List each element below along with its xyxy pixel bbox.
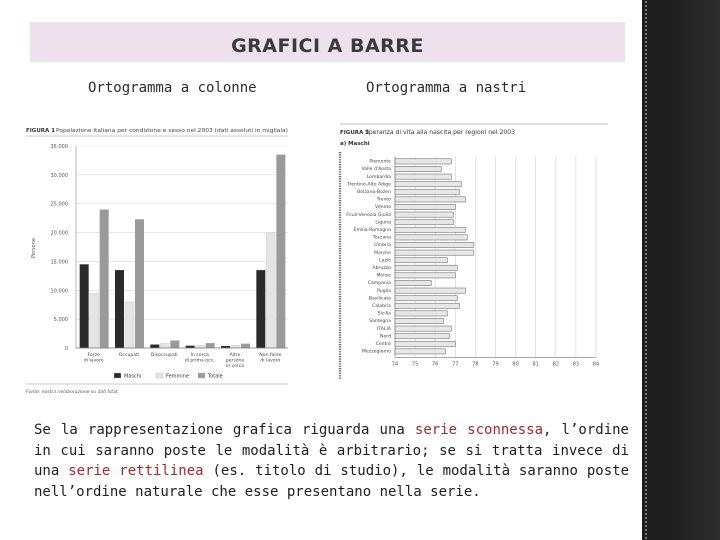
legend-swatch [114,373,121,378]
region-label: Trento [376,197,391,203]
ribbon-chart-figure [338,118,610,390]
x-tick-label: 81 [532,361,539,368]
region-bar [395,182,461,187]
region-bar [395,174,451,179]
region-label: Campania [367,281,391,287]
region-bar [395,159,451,164]
region-label: Valle d'Aosta [361,167,391,173]
paragraph-text-3: (es. titolo di studio), le modalità saranno poste nell’ordine naturale che esse presentano nella serie. [34,463,630,500]
region-label: Liguria [375,220,391,226]
column-chart-figure [26,118,296,400]
x-tick-label: 80 [512,361,519,368]
chart-subtitle: a) Maschi [340,141,370,147]
x-category-label: Disoccupati [150,353,178,358]
x-tick-label: 84 [592,361,600,368]
region-bar [395,334,449,339]
bar-maschi [80,264,89,348]
region-label: Basilicata [368,296,391,302]
x-category-label: di lavoro [83,358,104,364]
y-tick-label: 10.000 [50,288,68,295]
region-label: Umbria [374,243,391,249]
x-tick-label: 79 [492,361,499,368]
y-tick-label: 5.000 [53,317,68,324]
y-axis-label: Persone [31,238,37,258]
chart-title: Popolazione italiana per condizione e sesso nel 2003 (dati assoluti in migliaia) [56,128,288,134]
region-label: Molise [376,273,391,279]
region-label: Trentino-Alto Adige [347,182,391,188]
region-bar [395,341,455,346]
region-bar [395,273,455,278]
title-band [30,22,625,62]
bar-totale [276,155,285,348]
x-category-label: di prima occ. [184,358,215,364]
region-bar [395,250,473,255]
x-category-label: In cerca [190,353,209,358]
region-bar [395,204,455,209]
region-label: Lombardia [366,174,391,180]
legend-swatch [156,373,163,378]
region-bar [395,212,453,217]
x-tick-label: 74 [391,361,399,368]
region-bar [395,197,465,202]
x-category-label: Occupati [118,353,140,358]
region-label: Calabria [371,304,391,309]
y-tick-label: 35.000 [50,144,68,150]
region-bar [395,303,459,308]
region-bar [395,280,431,285]
legend-label: Femmine [166,373,190,380]
x-tick-label: 82 [552,361,559,368]
region-bar [395,189,459,194]
region-label: Puglia [377,288,391,294]
dotted-border [644,0,648,540]
ribbon-chart [338,118,610,390]
region-bar [395,258,447,263]
region-label: Emilia-Romagna [353,228,391,233]
region-label: Mezzogiorno [362,349,391,355]
region-bar [395,227,465,232]
region-bar [395,242,473,247]
decorative-sidebar [642,0,720,540]
chart-figure-label: FIGURA 1 [26,128,56,134]
x-category-label: Altre [229,353,241,358]
y-tick-label: 30.000 [50,172,68,179]
y-tick-label: 25.000 [50,201,68,208]
region-bar [395,235,467,240]
highlight-serie-rettilinea: serie rettilinea [68,463,204,479]
region-label: Marche [374,250,391,256]
bar-totale [170,340,179,348]
slide-title: GRAFICI A BARRE [231,35,424,57]
region-label: ITALIA [376,326,391,332]
bar-femmine [125,302,134,348]
bar-femmine [266,233,275,348]
y-tick-label: 0 [64,346,68,352]
region-bar [395,318,443,323]
bar-totale [135,219,144,348]
region-label: Sicilia [377,311,391,317]
region-label: Toscana [372,235,391,241]
chart-title: Speranza di vita alla nascita per regioni nel 2003 [365,130,516,136]
paragraph-text-1: Se la rappresentazione grafica riguarda una [34,422,415,438]
sidebar-shade [672,0,720,540]
bar-totale [206,343,215,348]
explanation-paragraph [34,420,629,502]
x-tick-label: 75 [411,361,419,368]
highlight-serie-sconnessa: serie sconnessa [414,422,544,438]
region-label: Nord [380,334,391,340]
x-tick-label: 77 [452,361,459,368]
subtitle-column-chart: Ortogramma a colonne [88,80,257,96]
region-bar [395,220,453,225]
region-label: Abruzzo [372,266,391,271]
subtitle-ribbon-chart: Ortogramma a nastri [366,80,527,96]
y-tick-label: 20.000 [50,230,68,237]
region-label: Centro [375,342,391,347]
x-category-label: Non forze [259,353,282,358]
legend-label: Maschi [124,373,142,380]
region-bar [395,288,465,293]
bar-totale [100,209,109,348]
region-bar [395,349,445,354]
bar-maschi [256,270,265,348]
region-bar [395,311,447,316]
bar-femmine [160,343,169,348]
region-bar [395,166,441,171]
x-tick-label: 76 [432,361,439,368]
x-category-label: Forze [87,353,100,358]
bar-totale [241,344,250,348]
x-category-label: di lavoro [260,358,281,364]
bar-maschi [115,270,124,348]
region-bar [395,265,457,270]
bar-femmine [231,345,240,348]
column-chart [26,118,296,400]
bar-femmine [196,345,205,348]
y-tick-label: 15.000 [50,259,68,266]
x-tick-label: 78 [472,361,479,368]
bar-maschi [150,345,159,348]
legend-swatch [198,373,205,378]
bar-femmine [90,293,99,348]
x-category-label: in cerca [225,364,245,369]
region-label: Piemonte [369,159,391,165]
region-label: Bolzano-Bozen [357,190,391,195]
region-label: Veneto [375,205,391,211]
chart-figure-label: FIGURA 2 [340,130,370,136]
region-label: Sardegna [369,319,391,325]
legend-label: Totale [208,373,223,380]
region-label: Friuli-Venezia Giulia [346,212,391,218]
paragraph-text-2: , l’ordine in cui saranno poste le modalità è arbitrario; se si tratta invece di una [34,422,629,479]
x-tick-label: 83 [572,361,580,368]
x-category-label: persone [225,358,245,364]
region-label: Lazio [379,258,391,264]
region-bar [395,296,457,301]
region-bar [395,326,451,331]
chart-source: Fonte: nostra rielaborazione su dati Istat. [26,390,120,395]
